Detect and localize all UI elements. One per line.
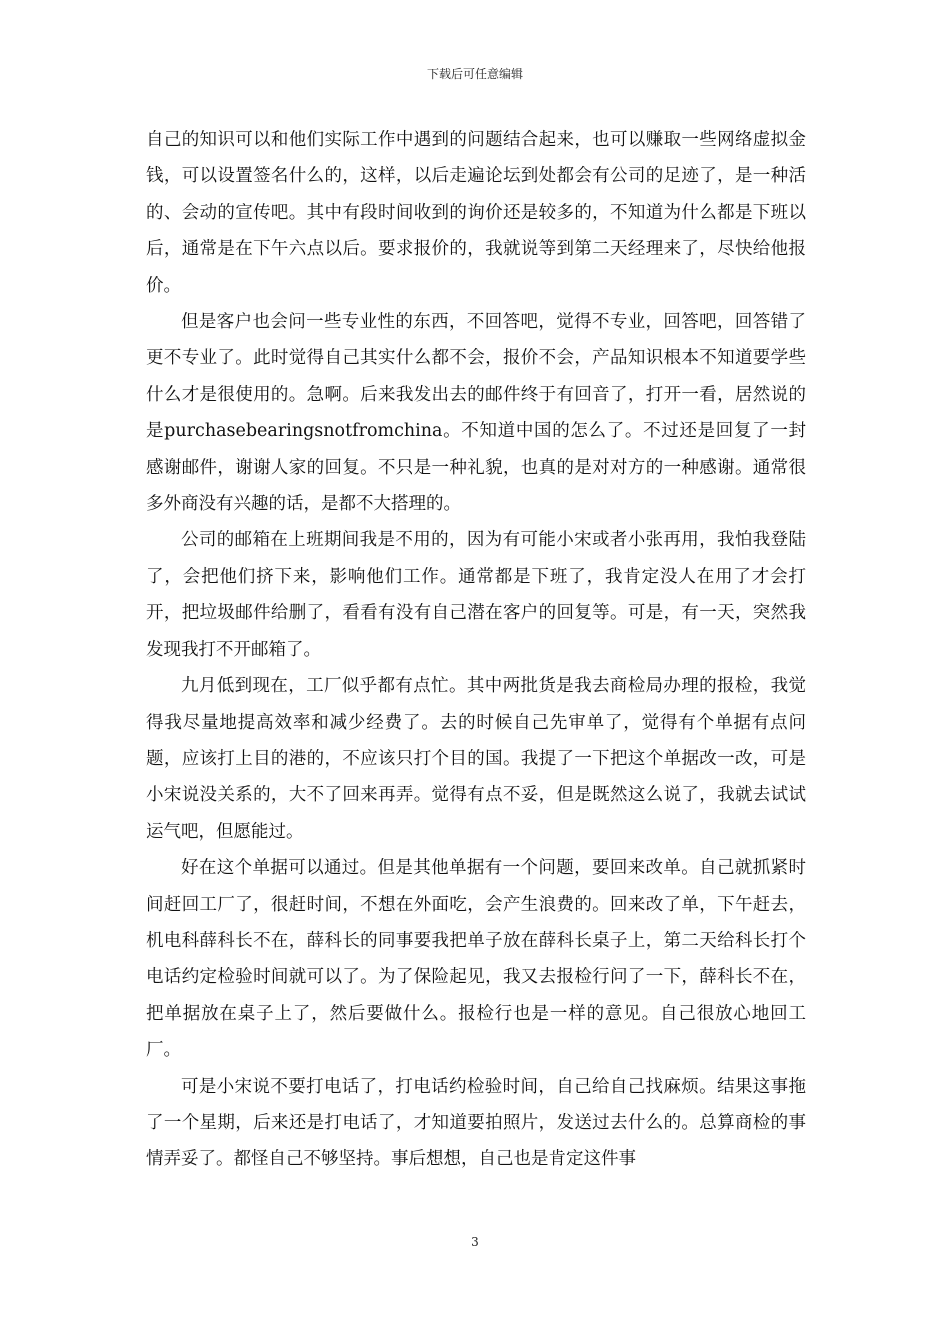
body-text: [146, 122, 806, 1178]
paragraph-1: 自己的知识可以和他们实际工作中遇到的问题结合起来，也可以赚取一些网络虚拟金钱，可以设置签名什么的，这样，以后走遍论坛到处都会有公司的足迹了，是一种活的、会动的宣传吧。其中有段时间收到的询价还是较多的，不知道为什么都是下班以后，通常是在下午六点以后。要求报价的，我就说等到第二天经理来了，尽快给他报价。: [146, 130, 806, 296]
paragraph-3: 公司的邮箱在上班期间我是不用的，因为有可能小宋或者小张再用，我怕我登陆了，会把他们挤下来，影响他们工作。通常都是下班了，我肯定没人在用了才会打开，把垃圾邮件给删了，看看有没有自己潜在客户的回复等。可是，有一天，突然我发现我打不开邮箱了。: [146, 530, 806, 660]
paragraph-5: 好在这个单据可以通过。但是其他单据有一个问题，要回来改单。自己就抓紧时间赶回工厂了，很赶时间，不想在外面吃，会产生浪费的。回来改了单，下午赶去，机电科薛科长不在，薛科长的同事要我把单子放在薛科长桌子上，第二天给科长打个电话约定检验时间就可以了。为了保险起见，我又去报检行问了一下，薛科长不在，把单据放在桌子上了，然后要做什么。报检行也是一样的意见。自己很放心地回工厂。: [146, 858, 806, 1061]
paragraph-6: 可是小宋说不要打电话了，打电话约检验时间，自己给自己找麻烦。结果这事拖了一个星期，后来还是打电话了，才知道要拍照片，发送过去什么的。总算商检的事情弄妥了。都怪自己不够坚持。事后想想，自己也是肯定这件事: [146, 1076, 806, 1170]
paragraph-2: 但是客户也会问一些专业性的东西，不回答吧，觉得不专业，回答吧，回答错了更不专业了。此时觉得自己其实什么都不会，报价不会，产品知识根本不知道要学些什么才是很使用的。急啊。后来我发出去的邮件终于有回音了，打开一看，居然说的是purchasebearingsnotfromchina。不知道中国的怎么了。不过还是回复了一封感谢邮件，谢谢人家的回复。不只是一种礼貌，也真的是对对方的一种感谢。通常很多外商没有兴趣的话，是都不大搭理的。: [146, 312, 806, 515]
page-number: 3: [471, 1235, 479, 1249]
page-header: 下载后可任意编辑: [426, 67, 523, 81]
paragraph-4: 九月低到现在，工厂似乎都有点忙。其中两批货是我去商检局办理的报检，我觉得我尽量地提高效率和减少经费了。去的时候自己先审单了，觉得有个单据有点问题，应该打上目的港的，不应该只打个目的国。我提了一下把这个单据改一改，可是小宋说没关系的，大不了回来再弄。觉得有点不妥，但是既然这么说了，我就去试试运气吧，但愿能过。: [146, 676, 806, 842]
